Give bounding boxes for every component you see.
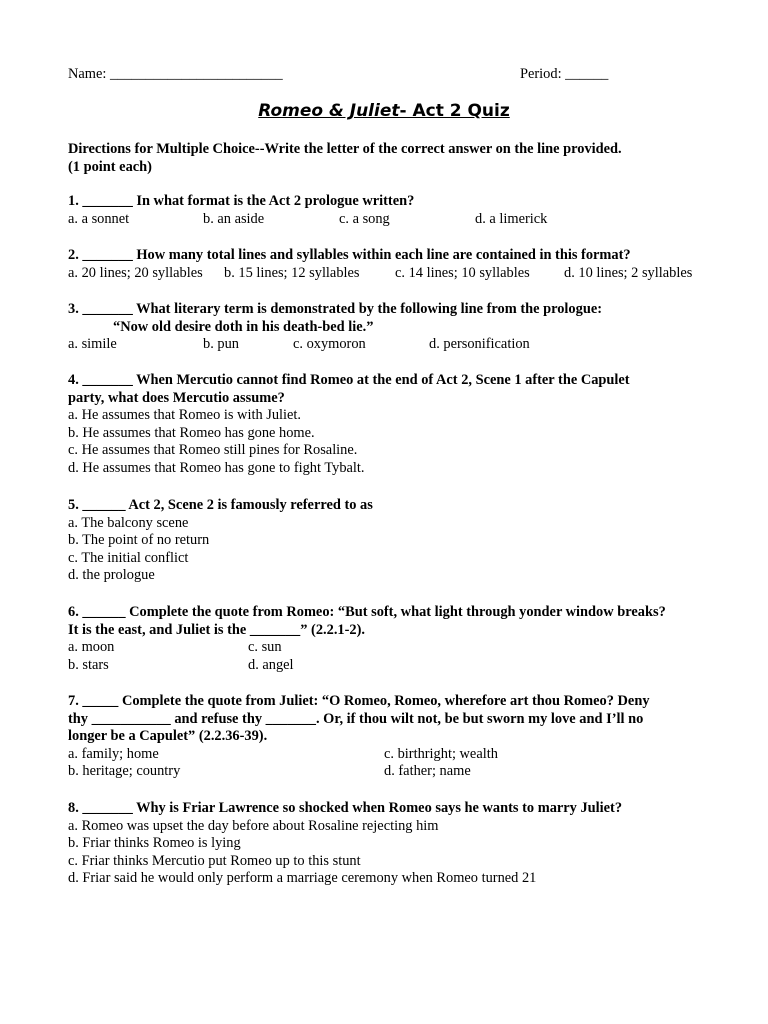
option-b: b. Friar thinks Romeo is lying [68,835,241,852]
option-a: a. moon [68,639,115,656]
question-text: 6. ______ Complete the quote from Romeo: “But soft, what light through yonder window breaks? [68,604,666,620]
question-1 [68,193,708,228]
option-c: c. birthright; wealth [384,745,498,762]
question-text: 4. _______ When Mercutio cannot find Romeo at the end of Act 2, Scene 1 after the Capulet [68,372,630,388]
question-7 [68,693,708,781]
question-text: longer be a Capulet” (2.2.36-39). [68,728,268,745]
option-c: c. oxymoron [293,336,366,353]
option-c: c. He assumes that Romeo still pines for Rosaline. [68,442,358,459]
option-d: d. personification [429,336,530,353]
option-d: d. father; name [384,763,471,780]
question-4 [68,372,708,478]
directions-line: Directions for Multiple Choice--Write the letter of the correct answer on the line provided. [68,141,622,157]
option-d: d. angel [248,656,294,673]
page-title [0,100,768,122]
option-b: b. 15 lines; 12 syllables [224,264,360,281]
options-row [68,265,708,283]
option-d: d. He assumes that Romeo has gone to fight Tybalt. [68,459,365,476]
option-d: d. 10 lines; 2 syllables [564,264,693,281]
options-row [68,336,708,354]
question-text: party, what does Mercutio assume? [68,389,285,406]
header-row [68,66,698,84]
option-b: b. an aside [203,210,265,227]
title-italic: Romeo & Juliet [258,101,400,121]
option-d: d. Friar said he would only perform a marriage ceremony when Romeo turned 21 [68,870,537,887]
options-row [68,639,708,657]
option-a: a. Romeo was upset the day before about Rosaline rejecting him [68,817,439,834]
question-3 [68,301,708,354]
question-text: 8. _______ Why is Friar Lawrence so shocked when Romeo says he wants to marry Juliet? [68,800,623,816]
title-rest: - Act 2 Quiz [399,101,510,121]
option-a: a. simile [68,336,117,353]
option-c: c. 14 lines; 10 syllables [395,264,530,281]
question-text: 5. ______ Act 2, Scene 2 is famously referred to as [68,497,373,513]
option-c: c. Friar thinks Mercutio put Romeo up to this stunt [68,852,361,869]
option-b: b. The point of no return [68,532,210,549]
options-row [68,763,708,781]
period-field: Period: ______ [520,66,609,82]
question-2 [68,247,708,282]
question-text: 3. _______ What literary term is demonstrated by the following line from the prologue: [68,301,602,317]
question-text: 2. _______ How many total lines and syllables within each line are contained in this format? [68,247,631,263]
question-text: thy ___________ and refuse thy _______. Or, if thou wilt not, be but sworn my love and I’ll no [68,710,644,727]
option-b: b. heritage; country [68,763,181,780]
option-a: a. a sonnet [68,210,130,227]
question-text: It is the east, and Juliet is the _______” (2.2.1-2). [68,621,365,638]
option-c: c. sun [248,639,282,656]
option-b: b. pun [203,336,239,353]
question-6 [68,604,708,674]
question-text: 1. _______ In what format is the Act 2 prologue written? [68,193,415,209]
directions-line: (1 point each) [68,158,152,175]
option-c: c. a song [339,210,390,227]
option-a: a. family; home [68,745,159,762]
option-a: a. He assumes that Romeo is with Juliet. [68,407,302,424]
option-b: b. He assumes that Romeo has gone home. [68,424,315,441]
options-row [68,211,708,229]
option-b: b. stars [68,656,109,673]
question-text: 7. _____ Complete the quote from Juliet: “O Romeo, Romeo, wherefore art thou Romeo? Deny [68,693,650,709]
name-field: Name: ________________________ [68,66,283,82]
options-row [68,746,708,764]
quote-line: “Now old desire doth in his death-bed lie.” [113,318,374,335]
option-d: d. a limerick [475,210,548,227]
question-8 [68,800,708,888]
option-a: a. The balcony scene [68,514,189,531]
options-row [68,657,708,675]
question-5 [68,497,708,585]
option-c: c. The initial conflict [68,549,189,566]
option-a: a. 20 lines; 20 syllables [68,264,203,281]
option-d: d. the prologue [68,567,155,584]
directions [68,141,708,176]
